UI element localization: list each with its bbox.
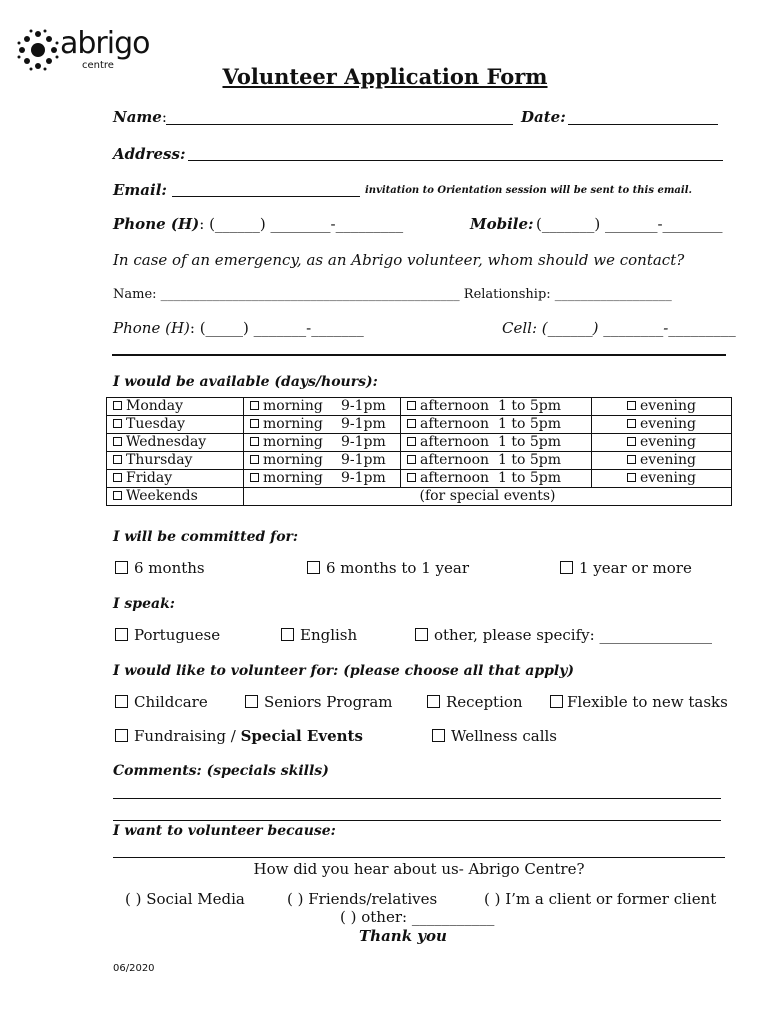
logo-subtitle: centre bbox=[82, 60, 114, 71]
weekends-note: (for special events) bbox=[244, 488, 732, 506]
emergency-phone-label: Phone (H): (_____) _______-_______ bbox=[113, 319, 364, 337]
evening-checkbox[interactable]: evening bbox=[592, 416, 732, 434]
morning-checkbox[interactable]: morning 9-1pm bbox=[244, 398, 401, 416]
address-field[interactable] bbox=[188, 160, 723, 161]
afternoon-checkbox[interactable]: afternoon 1 to 5pm bbox=[401, 416, 592, 434]
reception-checkbox[interactable]: Reception bbox=[427, 693, 523, 711]
availability-table bbox=[106, 397, 732, 506]
volunteer-for-heading: I would like to volunteer for: (please choose all that apply) bbox=[113, 663, 575, 679]
table-row bbox=[107, 452, 732, 470]
name-label: Name: bbox=[113, 108, 167, 126]
table-row bbox=[107, 488, 732, 506]
thank-you-text: Thank you bbox=[359, 927, 447, 945]
day-checkbox[interactable]: Wednesday bbox=[107, 434, 244, 452]
table-row bbox=[107, 434, 732, 452]
client-option[interactable]: ( ) I’m a client or former client bbox=[484, 890, 717, 908]
email-field[interactable] bbox=[172, 196, 360, 197]
english-checkbox[interactable]: English bbox=[281, 626, 357, 644]
date-label: Date: bbox=[521, 108, 566, 126]
morning-checkbox[interactable]: morning 9-1pm bbox=[244, 470, 401, 488]
commit-6-to-12-months-checkbox[interactable]: 6 months to 1 year bbox=[307, 559, 469, 577]
friends-relatives-option[interactable]: ( ) Friends/relatives bbox=[287, 890, 438, 908]
page-title bbox=[0, 64, 770, 89]
day-checkbox[interactable]: Friday bbox=[107, 470, 244, 488]
morning-checkbox[interactable]: morning 9-1pm bbox=[244, 434, 401, 452]
date-field[interactable] bbox=[568, 124, 718, 125]
commit-1-year-checkbox[interactable]: 1 year or more bbox=[560, 559, 692, 577]
comments-line-2[interactable] bbox=[113, 820, 721, 821]
table-row bbox=[107, 398, 732, 416]
name-field[interactable] bbox=[166, 124, 513, 125]
email-label: Email: bbox=[113, 181, 167, 199]
flexible-tasks-checkbox[interactable]: Flexible to new tasks bbox=[550, 693, 728, 711]
commit-6-months-checkbox[interactable]: 6 months bbox=[115, 559, 205, 577]
seniors-program-checkbox[interactable]: Seniors Program bbox=[245, 693, 393, 711]
evening-checkbox[interactable]: evening bbox=[592, 452, 732, 470]
hear-question: How did you hear about us- Abrigo Centre? bbox=[253, 860, 585, 878]
childcare-checkbox[interactable]: Childcare bbox=[115, 693, 208, 711]
afternoon-checkbox[interactable]: afternoon 1 to 5pm bbox=[401, 398, 592, 416]
table-row bbox=[107, 416, 732, 434]
table-row bbox=[107, 470, 732, 488]
day-checkbox[interactable]: Thursday bbox=[107, 452, 244, 470]
emergency-cell-field[interactable]: Cell: (______) ________-_________ bbox=[502, 319, 736, 337]
reason-line[interactable] bbox=[113, 857, 725, 858]
email-note: invitation to Orientation session will be sent to this email. bbox=[365, 185, 692, 196]
afternoon-checkbox[interactable]: afternoon 1 to 5pm bbox=[401, 452, 592, 470]
afternoon-checkbox[interactable]: afternoon 1 to 5pm bbox=[401, 434, 592, 452]
form-version-date: 06/2020 bbox=[113, 963, 155, 974]
languages-heading: I speak: bbox=[113, 596, 175, 612]
afternoon-checkbox[interactable]: afternoon 1 to 5pm bbox=[401, 470, 592, 488]
weekends-checkbox[interactable]: Weekends bbox=[107, 488, 244, 506]
title-text: Volunteer Application Form bbox=[222, 64, 548, 89]
evening-checkbox[interactable]: evening bbox=[592, 398, 732, 416]
evening-checkbox[interactable]: evening bbox=[592, 434, 732, 452]
emergency-phone-field[interactable]: (_____) _______-_______ bbox=[199, 319, 364, 337]
comments-line-1[interactable] bbox=[113, 798, 721, 799]
morning-checkbox[interactable]: morning 9-1pm bbox=[244, 452, 401, 470]
morning-checkbox[interactable]: morning 9-1pm bbox=[244, 416, 401, 434]
mobile-field[interactable]: (_______) _______-________ bbox=[536, 215, 723, 233]
phone-field[interactable]: (______) ________-_________ bbox=[209, 215, 404, 233]
mobile-label: Mobile: bbox=[470, 215, 534, 233]
section-divider bbox=[112, 354, 726, 356]
day-checkbox[interactable]: Tuesday bbox=[107, 416, 244, 434]
day-checkbox[interactable]: Monday bbox=[107, 398, 244, 416]
fundraising-checkbox[interactable]: Fundraising / Special Events bbox=[115, 727, 363, 745]
wellness-calls-checkbox[interactable]: Wellness calls bbox=[432, 727, 557, 745]
commitment-heading: I will be committed for: bbox=[113, 529, 299, 545]
logo-wordmark: abrigo bbox=[60, 26, 150, 61]
other-source-option[interactable]: ( ) other: ___________ bbox=[340, 908, 495, 926]
address-label: Address: bbox=[113, 145, 186, 163]
availability-heading: I would be available (days/hours): bbox=[113, 374, 378, 390]
reason-heading: I want to volunteer because: bbox=[113, 823, 336, 839]
other-language-checkbox[interactable]: other, please specify: _______________ bbox=[415, 626, 712, 644]
comments-heading: Comments: (specials skills) bbox=[113, 763, 329, 779]
portuguese-checkbox[interactable]: Portuguese bbox=[115, 626, 220, 644]
social-media-option[interactable]: ( ) Social Media bbox=[125, 890, 245, 908]
phone-label: Phone (H): (______) ________-_________ bbox=[113, 215, 404, 233]
emergency-name-line[interactable]: Name: ______________________________________________ Relationship: __________________ bbox=[113, 287, 672, 302]
evening-checkbox[interactable]: evening bbox=[592, 470, 732, 488]
emergency-prompt: In case of an emergency, as an Abrigo volunteer, whom should we contact? bbox=[113, 251, 685, 269]
